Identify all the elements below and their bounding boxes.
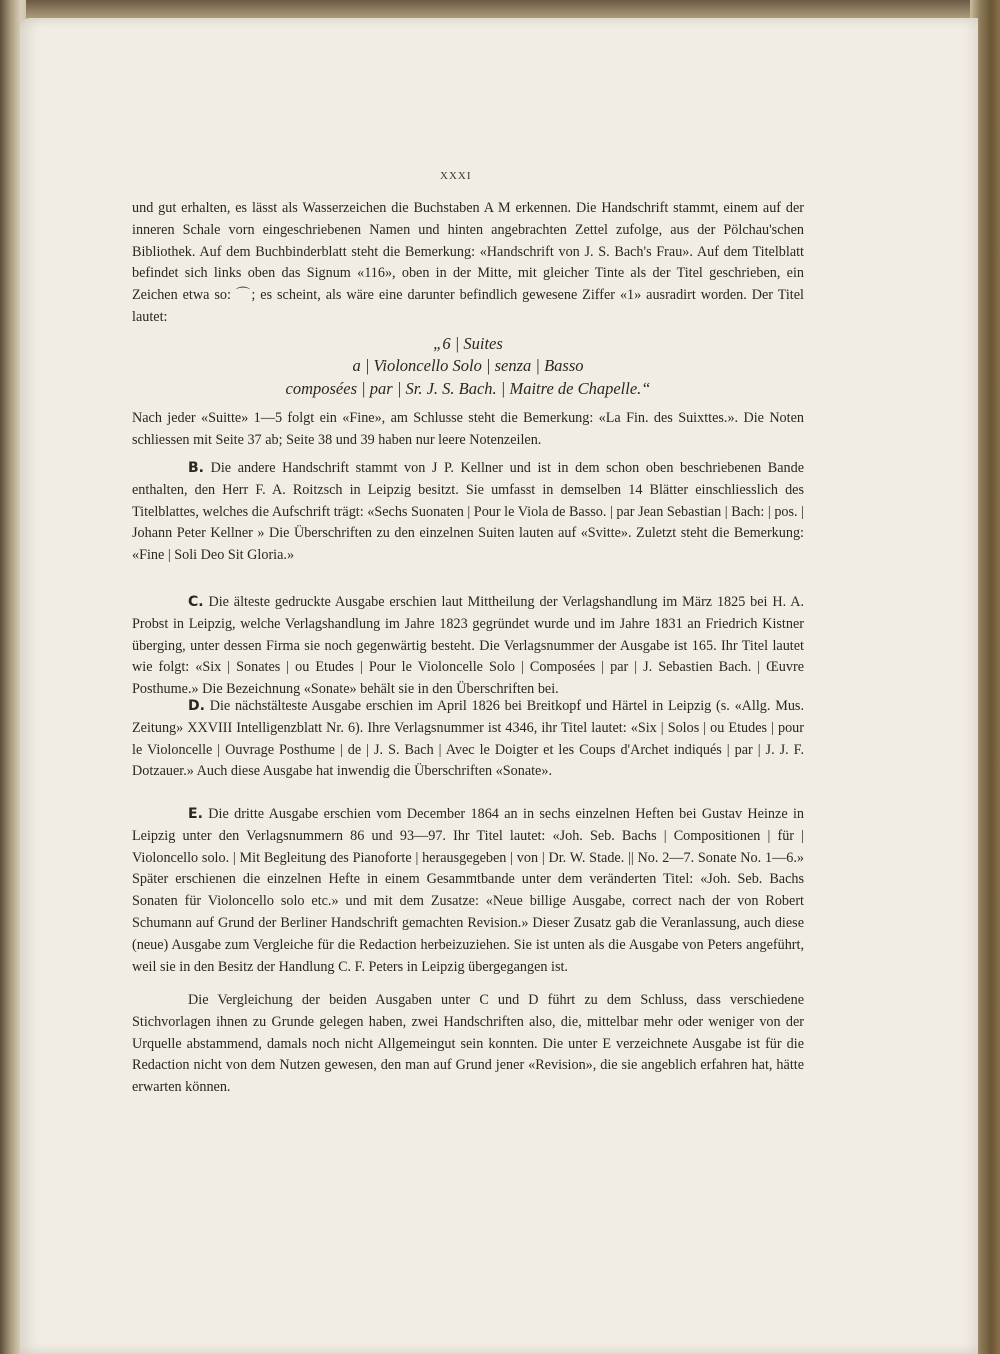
section-b-paragraph xyxy=(132,458,804,567)
section-c-letter: C. xyxy=(188,594,204,610)
section-b-letter: B. xyxy=(188,460,204,476)
section-d xyxy=(132,696,804,783)
intro-block xyxy=(132,198,804,452)
section-b xyxy=(132,458,804,567)
quoted-title xyxy=(132,333,804,401)
paragraph-notes: Nach jeder «Suitte» 1—5 folgt ein «Fine», am Schlusse steht die Bemerkung: «La Fin. des Suixttes.». Die Noten schliessen mit Seite 37 ab; Seite 38 und 39 haben nur leere Notenzeilen. xyxy=(132,410,804,449)
section-e-letter: E. xyxy=(188,806,203,822)
section-e-text: Die dritte Ausgabe erschien vom December 1864 an in sechs einzelnen Heften bei Gustav Heinze in Leipzig unter den Verlagsnummern 86 und 93—97. Ihr Titel lautet: «Joh. Seb. Bachs | Compositionen | für | Violoncello solo. | Mit Begleitung des Pianoforte | herausgegeben | von | Dr. W. Stade. || No. 2—7. Sonate No. 1—6.» Später erschienen die einzelnen Hefte in einem Gesammtbande unter dem veränderten Titel: «Joh. Seb. Bachs Sonaten für Violoncello solo etc.» und mit dem Zusatze: «Neue billige Ausgabe, correct nach der von Robert Schumann auf Grund der Berliner Handschrift gemachten Revision.» Dieser Zusatz gab die Veranlassung, auch diese (neue) Ausgabe zum Vergleiche für die Redaction herbeizuziehen. Sie ist unten als die Ausgabe von Peters angeführt, weil sie in den Besitz der Handlung C. F. Peters in Leipzig übergegangen ist. xyxy=(132,806,805,975)
section-d-text: Die nächstälteste Ausgabe erschien im April 1826 bei Breitkopf und Härtel in Leipzig (s. «Allg. Mus. Zeitung» XXVIII Intelligenzblatt Nr. 6). Ihre Verlagsnummer ist 4346, ihr Titel lautet: «Six | Solos | ou Etudes | pour le Violoncelle | Ouvrage Posthume | de | J. S. Bach | Avec le Doigter et les Coups d'Archet indiqués | par | J. J. F. Dotzauer.» Auch diese Ausgabe hat inwendig die Überschriften «Sonate». xyxy=(132,698,804,780)
closing-block xyxy=(132,990,804,1099)
section-c-paragraph xyxy=(132,592,804,701)
title-line-1: „6 | Suites xyxy=(433,333,503,353)
book-page xyxy=(20,18,978,1354)
section-d-letter: D. xyxy=(188,698,205,714)
section-d-paragraph xyxy=(132,696,804,783)
section-c-text: Die älteste gedruckte Ausgabe erschien laut Mittheilung der Verlagshandlung im März 1825 bei H. A. Probst in Leipzig, welche Verlagshandlung im Jahre 1823 gegründet wurde und im Jahre 1831 an Friedrich Kistner überging, unter dessen Firma sie noch gegenwärtig besteht. Die Verlagsnummer der Ausgabe ist 165. Ihr Titel lautet wie folgt: «Six | Sonates | ou Etudes | Pour le Violoncelle Solo | Composées | par | J. Sebastien Bach. | Œuvre Posthume.» Die Bezeichnung «Sonate» behält sie in den Überschriften bei. xyxy=(132,594,805,698)
title-line-3: composées | par | Sr. J. S. Bach. | Maitre de Chapelle.“ xyxy=(285,378,651,398)
paragraph-closing: Die Vergleichung der beiden Ausgaben unter C und D führt zu dem Schluss, dass verschiedene Stichvorlagen ihnen zu Grunde gelegen haben, zwei Handschriften also, die, mittelbar mehr oder weniger von der Urquelle abstammend, damals noch nicht Allgemeingut sein konnten. Die unter E verzeichnete Ausgabe ist für die Redaction nicht von dem Nutzen gewesen, den man auf Grund jener «Revision», die sie angeblich erfahren hat, hätte erwarten können. xyxy=(132,992,804,1096)
paragraph-intro: und gut erhalten, es lässt als Wasserzeichen die Buchstaben A M erkennen. Die Handschrift stammt, einem auf der inneren Schale vorn eingeschriebenen Namen und hinten angebrachten Zettel zufolge, aus der Pölchau'schen Bibliothek. Auf dem Buchbinderblatt steht die Bemerkung: «Handschrift von J. S. Bach's Frau». Auf dem Titelblatt befindet sich links oben das Signum «116», oben in der Mitte, mit gleicher Tinte als der Titel geschrieben, ein Zeichen etwa so: ⌒; es scheint, als wäre eine darunter befindlich gewesene Ziffer «1» ausradirt worden. Der Titel lautet: xyxy=(132,200,804,325)
section-e-paragraph xyxy=(132,804,804,978)
section-b-text: Die andere Handschrift stammt von J P. Kellner und ist in dem schon oben beschriebenen Bande enthalten, den Herr F. A. Roitzsch in Leipzig besitzt. Sie umfasst in demselben 14 Blätter einschliesslich des Titelblattes, welches die Aufschrift trägt: «Sechs Suonaten | Pour le Viola de Basso. | par Jean Sebastian | Bach: | pos. | Johann Peter Kellner » Die Überschriften zu den einzelnen Suiten lauten auf «Svitte». Zuletzt steht die Bemerkung: «Fine | Soli Deo Sit Gloria.» xyxy=(132,460,805,564)
title-line-2: a | Violoncello Solo | senza | Basso xyxy=(352,356,584,376)
section-e xyxy=(132,804,804,978)
section-c xyxy=(132,592,804,701)
page-number: XXXI xyxy=(440,170,472,182)
